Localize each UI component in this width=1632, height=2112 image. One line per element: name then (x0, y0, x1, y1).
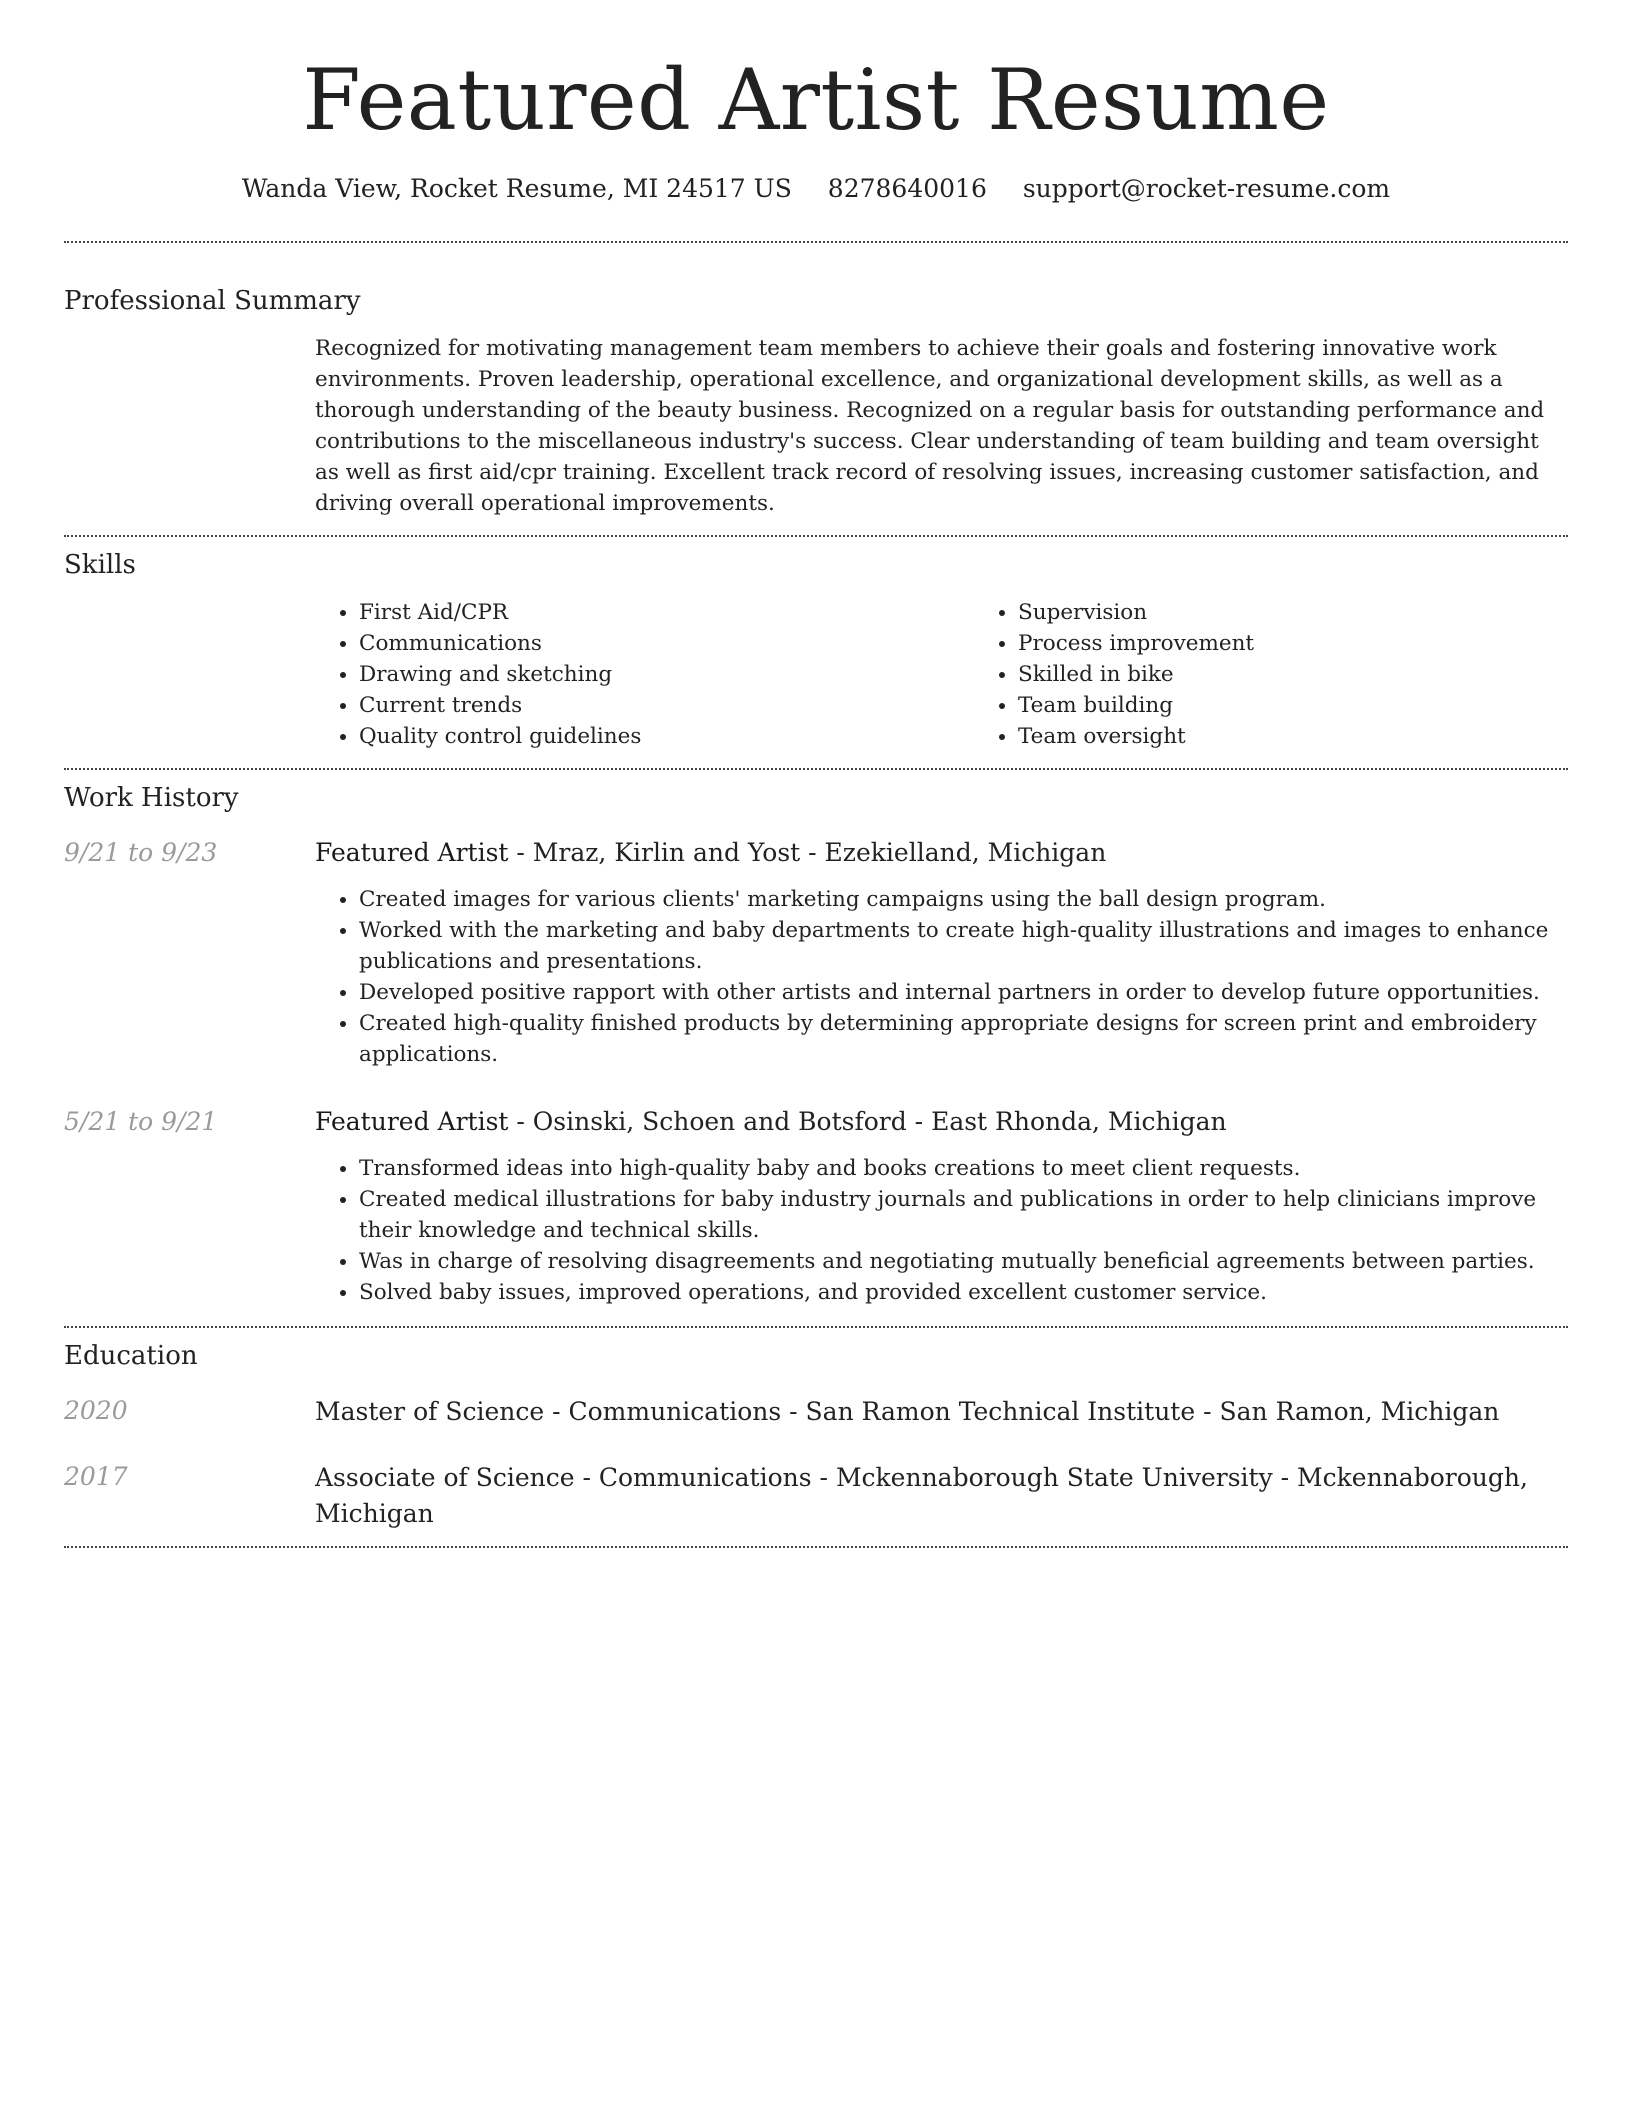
job-company: Osinski, Schoen and Botsford (532, 1107, 907, 1136)
skill-item: • Team oversight (1018, 721, 1632, 752)
skills-divider (64, 768, 1568, 770)
resume-page (64, 0, 1568, 1548)
education-year: 2020 (64, 1396, 128, 1425)
summary-divider (64, 535, 1568, 537)
education-section (64, 1338, 1568, 1532)
job-bullet: • Solved baby issues, improved operations, and provided excellent customer service. (359, 1277, 1568, 1308)
skill-item: • Supervision (1018, 597, 1632, 628)
job-location: Ezekielland, Michigan (824, 838, 1107, 867)
skill-item: • Process improvement (1018, 628, 1632, 659)
job-title: Featured Artist (315, 838, 509, 867)
skill-item: • Team building (1018, 690, 1632, 721)
job-entry (64, 1105, 1568, 1308)
education-divider (64, 1546, 1568, 1548)
work-section (64, 780, 1568, 1308)
skill-item: • Communications (359, 628, 974, 659)
education-year: 2017 (64, 1462, 128, 1491)
summary-section (64, 283, 1568, 519)
skill-item: • Current trends (359, 690, 974, 721)
job-bullet: • Worked with the marketing and baby departments to create high-quality illustrations and images to enhance publications and presentations. (359, 915, 1568, 977)
job-bullets (315, 884, 1568, 1070)
education-degree: Master of Science - Communications (315, 1397, 782, 1426)
education-entry: 2017 Associate of Science - Communications - Mckennaborough State University - Mckennaborough, Michigan (64, 1460, 1568, 1532)
skills-section (64, 547, 1568, 752)
job-bullet: • Created images for various clients' marketing campaigns using the ball design program. (359, 884, 1568, 915)
summary-text: Recognized for motivating management team members to achieve their goals and fostering innovative work environments. Proven leadership, operational excellence, and organizational development skills, as well as a thorough understanding of the beauty business. Recognized on a regular basis for outstanding performance and contributions to the miscellaneous industry's success. Clear understanding of team building and team oversight as well as first aid/cpr training. Excellent track record of resolving issues, increasing customer satisfaction, and driving overall operational improvements. (315, 336, 1545, 516)
education-location: San Ramon, Michigan (1219, 1397, 1500, 1426)
skills-column-right (974, 597, 1632, 752)
skills-column-left (315, 597, 974, 752)
work-heading: Work History (64, 783, 239, 813)
contact-email: support@rocket-resume.com (1022, 174, 1391, 203)
header-divider (64, 241, 1568, 243)
job-bullet: • Transformed ideas into high-quality baby and books creations to meet client requests. (359, 1153, 1568, 1184)
education-entry: 2020 Master of Science - Communications - San Ramon Technical Institute - San Ramon, Michigan (64, 1394, 1568, 1430)
summary-heading: Professional Summary (64, 286, 361, 316)
skill-item: • Quality control guidelines (359, 721, 974, 752)
education-heading: Education (64, 1341, 198, 1371)
job-dates: 9/21 to 9/23 (64, 838, 218, 867)
education-school: San Ramon Technical Institute (805, 1397, 1196, 1426)
skill-item: • Drawing and sketching (359, 659, 974, 690)
education-location: Mckennaborough, Michigan (315, 1463, 1528, 1528)
job-header: Featured Artist - Mraz, Kirlin and Yost - Ezekielland, Michigan (315, 838, 1107, 867)
skills-heading: Skills (64, 550, 136, 580)
education-school: Mckennaborough State University (835, 1463, 1273, 1492)
job-bullet: • Developed positive rapport with other artists and internal partners in order to develop future opportunities. (359, 977, 1568, 1008)
job-title: Featured Artist (315, 1107, 509, 1136)
job-bullet: • Was in charge of resolving disagreements and negotiating mutually beneficial agreements between parties. (359, 1246, 1568, 1277)
contact-phone: 8278640016 (827, 174, 987, 203)
education-degree: Associate of Science - Communications (315, 1463, 812, 1492)
skill-item: • First Aid/CPR (359, 597, 974, 628)
skills-list (315, 597, 1632, 752)
job-header: Featured Artist - Osinski, Schoen and Botsford - East Rhonda, Michigan (315, 1107, 1227, 1136)
work-divider (64, 1326, 1568, 1328)
resume-title: Featured Artist Resume (302, 51, 1330, 149)
job-company: Mraz, Kirlin and Yost (532, 838, 801, 867)
contact-address: Wanda View, Rocket Resume, MI 24517 US (241, 174, 792, 203)
job-bullet: • Created high-quality finished products by determining appropriate designs for screen print and embroidery applications. (359, 1008, 1568, 1070)
job-entry (64, 836, 1568, 1070)
job-bullets (315, 1153, 1568, 1308)
job-bullet: • Created medical illustrations for baby industry journals and publications in order to help clinicians improve their knowledge and technical skills. (359, 1184, 1568, 1246)
job-location: East Rhonda, Michigan (931, 1107, 1227, 1136)
skill-item: • Skilled in bike (1018, 659, 1632, 690)
job-dates: 5/21 to 9/21 (64, 1107, 218, 1136)
contact-line (64, 172, 1568, 206)
